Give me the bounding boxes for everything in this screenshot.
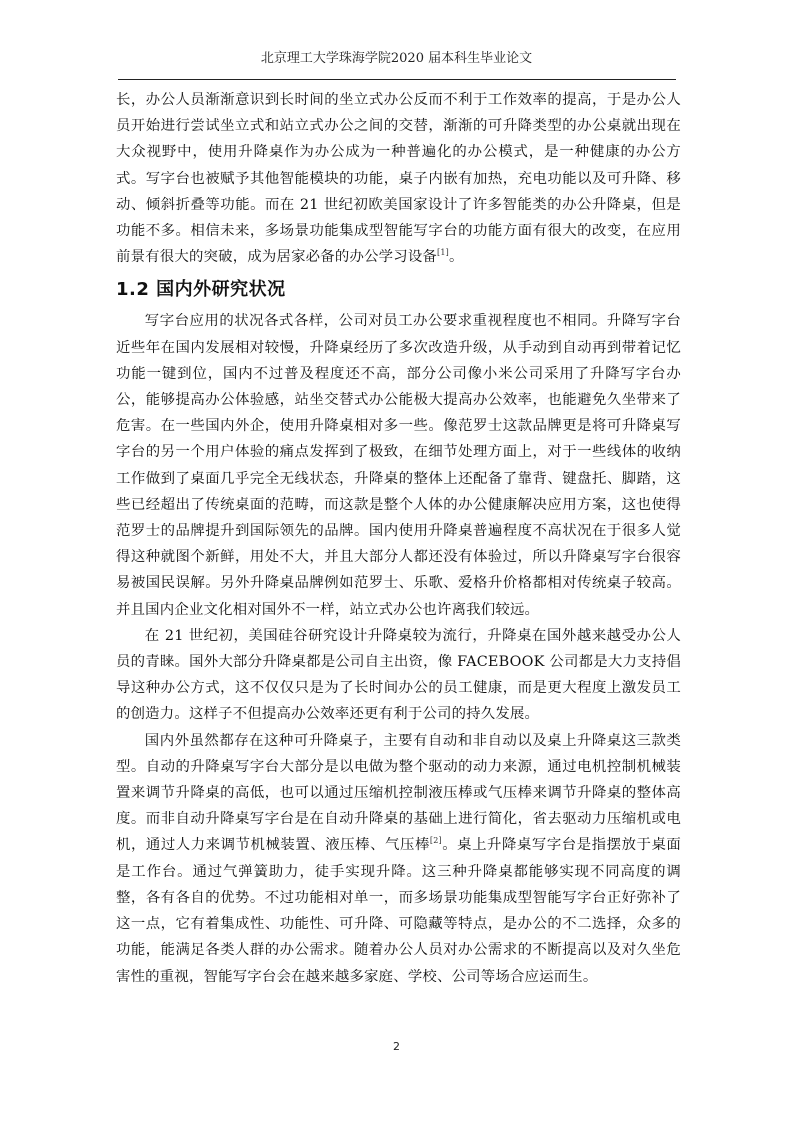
paragraph-foreign-status: 在 21 世纪初，美国硅谷研究设计升降桌较为流行，升降桌在国外越来越受办公人员的青睐。国外大部分升降桌都是公司自主出资，像 FACEBOOK 公司都是大力支持倡导这种办公方式，这不仅仅只是为了长时间办公的员工健康，而是更大程度上激发员工的创造力。这样子不但提高办公效率还更有利于公司的持久发展。	[116, 627, 681, 723]
citation-ref: [1]	[437, 248, 449, 258]
paragraph-desk-types	[116, 728, 681, 990]
paragraph-text: 长，办公人员渐渐意识到长时间的坐立式办公反而不利于工作效率的提高，于是办公人员开始进行尝试坐立式和站立式办公之间的交替，渐渐的可升降类型的办公桌就出现在大众视野中，使用升降桌作为办公成为一种普遍化的办公模式，是一种健康的办公方式。写字台也被赋予其他智能模块的功能，桌子内嵌有加热，充电功能以及可升降、移动、倾斜折叠等功能。而在 21 世纪初欧美国家设计了许多智能类的办公升降桌，但是功能不多。相信未来，多场景功能集成型智能写字台的功能方面有很大的改变，在应用前景有很大的突破，成为居家必备的办公学习设备	[116, 92, 681, 266]
paragraph-intro-continued	[116, 87, 681, 270]
running-header: 北京理工大学珠海学院2020 届本科生毕业论文	[260, 51, 533, 66]
paragraph-end: 。	[448, 249, 464, 266]
section-heading: 1.2 国内外研究状况	[116, 279, 286, 301]
paragraph-text: 国内外虽然都存在这种可升降桌子，主要有自动和非自动以及桌上升降桌这三款类型。自动的升降桌写字台大部分是以电做为整个驱动的动力来源，通过电机控制机械装置来调节升降桌的高低，也可以通过压缩机控制液压棒或气压棒来调节升降桌的整体高度。而非自动升降桌写字台是在自动升降桌的基础上进行简化，省去驱动力压缩机或电机，通过人力来调节机械装置、液压棒、气压棒	[116, 732, 681, 854]
citation-ref: [2]	[429, 836, 442, 846]
paragraph-domestic-status: 写字台应用的状况各式各样，公司对员工办公要求重视程度也不相同。升降写字台近些年在国内发展相对较慢，升降桌经历了多次改造升级，从手动到自动再到带着记忆功能一键到位，国内不过普及程度还不高，部分公司像小米公司采用了升降写字台办公，能够提高办公体验感，站坐交替式办公能极大提高办公效率，也能避免久坐带来了危害。在一些国内外企，使用升降桌相对多一些。像范罗士这款品牌更是将可升降桌写字台的另一个用户体验的痛点发挥到了极致，在细节处理方面上，对于一些线体的收纳工作做到了桌面几乎完全无线状态，升降桌的整体上还配备了靠背、键盘托、脚踏，这些已经超出了传统桌面的范畴，而这款是整个人体的办公健康解决应用方案，这也使得范罗士的品牌提升到国际领先的品牌。国内使用升降桌普遍程度不高状况在于很多人觉得这种就图个新鲜，用处不大，并且大部分人都还没有体验过，所以升降桌写字台很容易被国民误解。另外升降桌品牌例如范罗士、乐歌、爱格升价格都相对传统桌子较高。并且国内企业文化相对国外不一样，站立式办公也许离我们较远。	[116, 313, 681, 618]
body-text	[116, 87, 681, 990]
page-number: 2	[393, 1040, 400, 1053]
paragraph-text: 。桌上升降桌写字台是指摆放于桌面是工作台。通过气弹簧助力，徒手实现升降。这三种升降桌都能够实现不同高度的调整，各有各自的优势。不过功能相对单一，而多场景功能集成型智能写字台正好弥补了这一点，它有着集成性、功能性、可升降、可隐藏等特点，是办公的不二选择，众多的功能，能满足各类人群的办公需求。随着办公人员对办公需求的不断提高以及对久坐危害性的重视，智能写字台会在越来越多家庭、学校、公司等场合应运而生。	[116, 837, 682, 985]
header-divider	[118, 79, 676, 80]
